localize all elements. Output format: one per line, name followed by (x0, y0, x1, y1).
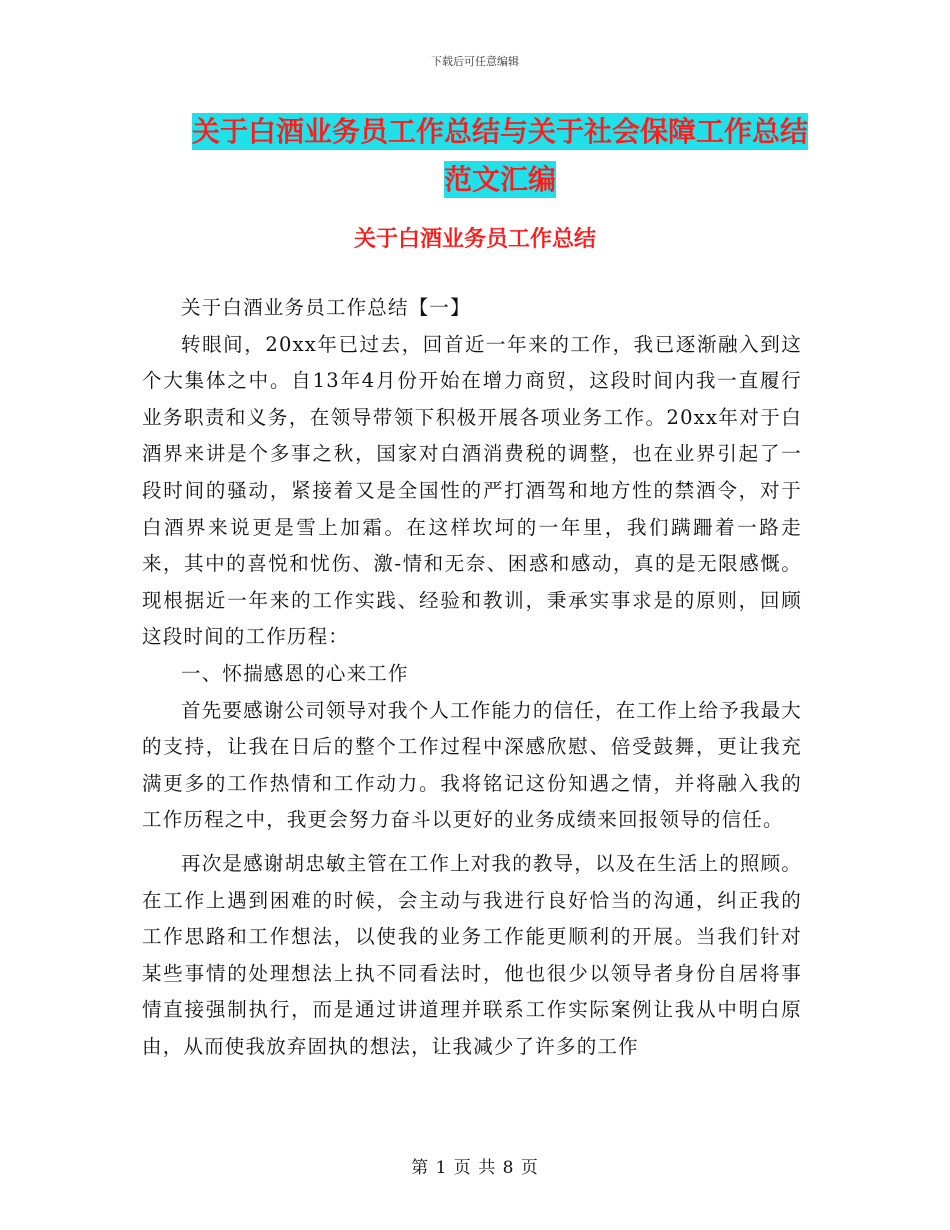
header-note: 下载后可任意编辑 (431, 55, 519, 68)
paragraph-heading-gratitude: 一、怀揣感恩的心来工作 (181, 661, 409, 685)
paragraph-thanks-leaders: 首先要感谢公司领导对我个人工作能力的信任，在工作上给予我最大的支持，让我在日后的整个工作过程中深感欣慰、倍受鼓舞，更让我充满更多的工作热情和工作动力。我将铭记这份知遇之情，并将融入我的工作历程之中，我更会努力奋斗以更好的业务成绩来回报领导的信任。 (142, 698, 803, 832)
paragraph-intro: 转眼间，20xx年已过去，回首近一年来的工作，我已逐渐融入到这个大集体之中。自13年4月份开始在增力商贸，这段时间内我一直履行业务职责和义务，在领导带领下积极开展各项业务工作。20xx年对于白酒界来讲是个多事之秋，国家对白酒消费税的调整，也在业界引起了一段时间的骚动，紧接着又是全国性的严打酒驾和地方性的禁酒令，对于白酒界来说更是雪上加霜。在这样坎坷的一年里，我们蹒跚着一路走来，其中的喜悦和忧伤、激-情和无奈、困惑和感动，真的是无限感慨。现根据近一年来的工作实践、经验和教训，秉承实事求是的原则，回顾这段时间的工作历程： (142, 332, 802, 649)
document-title-text: 关于白酒业务员工作总结与关于社会保障工作总结范文汇编 (191, 115, 808, 196)
document-title (190, 108, 810, 204)
paragraph-subheading: 关于白酒业务员工作总结【一】 (181, 296, 471, 319)
paragraph-thanks-supervisor: 再次是感谢胡忠敏主管在工作上对我的教导，以及在生活上的照顾。在工作上遇到困难的时候，会主动与我进行良好恰当的沟通，纠正我的工作思路和工作想法，以使我的业务工作能更顺利的开展。当我们针对某些事情的处理想法上执不同看法时，他也很少以领导者身份自居将事情直接强制执行，而是通过讲道理并联系工作实际案例让我从中明白原由，从而使我放弃固执的想法，让我减少了许多的工作 (142, 851, 803, 1058)
section-title: 关于白酒业务员工作总结 (353, 227, 596, 252)
page-footer: 第 1 页 共 8 页 (411, 1158, 539, 1178)
body-text (142, 290, 802, 1065)
